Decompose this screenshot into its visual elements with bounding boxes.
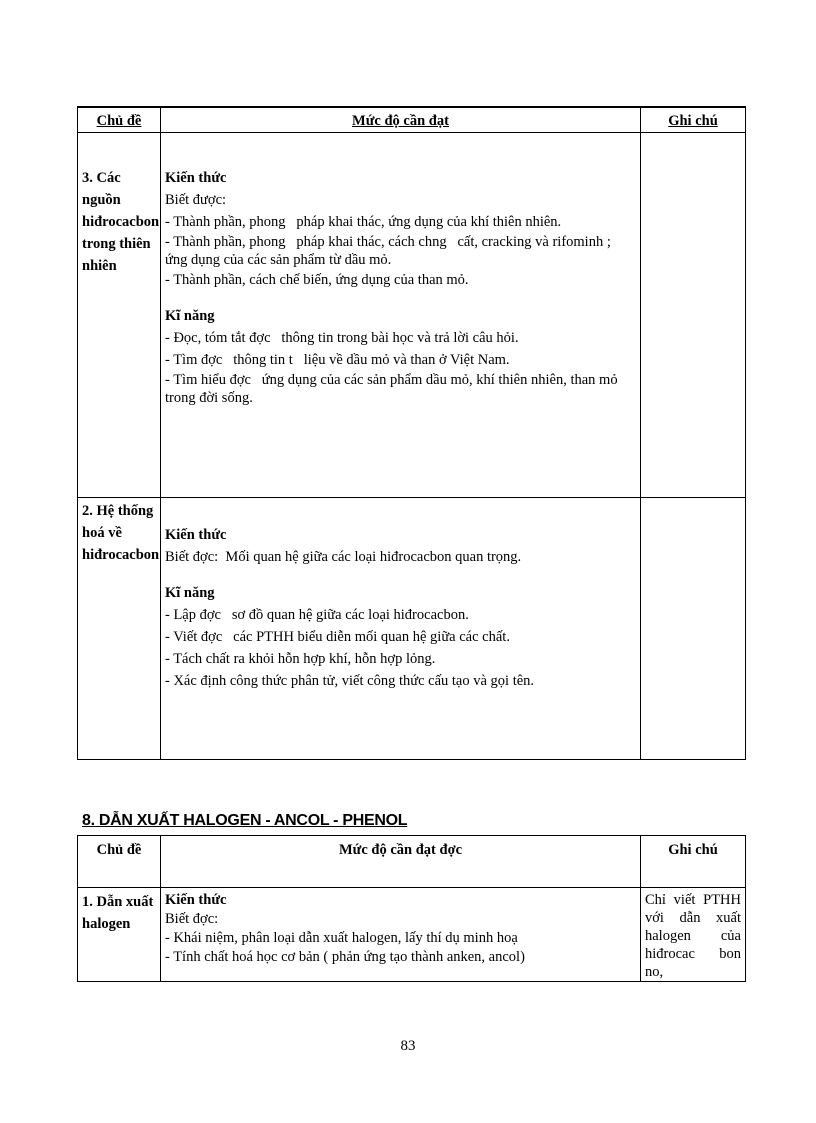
- topic-label: 3. Các nguồn hiđrocacbon trong thiên nhiên: [82, 170, 160, 274]
- column-header-topic: Chủ đề: [78, 107, 161, 133]
- skills-item: - Xác định công thức phân tử, viết công thức cấu tạo và gọi tên.: [165, 673, 535, 689]
- note-line: halogen của: [645, 928, 741, 944]
- knowledge-item: - Khái niệm, phân loại dẫn xuất halogen, lấy thí dụ minh hoạ: [165, 930, 518, 946]
- skills-heading: Kĩ năng: [165, 585, 215, 601]
- column-header-note: Ghi chú: [641, 836, 746, 888]
- skills-item: - Tìm hiểu đợc ứng dụng của các sản phẩm dầu mỏ, khí thiên nhiên, than mỏ trong đời sống.: [165, 372, 622, 406]
- skills-item: - Viết đợc các PTHH biểu diễn mối quan hệ giữa các chất.: [165, 629, 510, 645]
- knowledge-item: - Thành phần, cách chế biến, ứng dụng của than mỏ.: [165, 272, 469, 288]
- knowledge-intro: Biết đợc: Mối quan hệ giữa các loại hiđrocacbon quan trọng.: [165, 549, 522, 565]
- column-header-level: Mức độ cần đạt đợc: [161, 836, 641, 888]
- topic-label: 2. Hệ thống hoá về hiđrocacbon: [82, 503, 160, 563]
- note-cell: [641, 498, 746, 760]
- knowledge-heading: Kiến thức: [165, 170, 227, 186]
- column-header-level: Mức độ cần đạt: [161, 107, 641, 133]
- knowledge-heading: Kiến thức: [165, 527, 227, 543]
- topic-cell: [78, 498, 161, 760]
- skills-heading: Kĩ năng: [165, 308, 215, 324]
- table-row: [78, 498, 746, 760]
- note-cell: [641, 888, 746, 982]
- curriculum-table-hydrocarbons: [77, 106, 746, 760]
- knowledge-item: - Thành phần, phong pháp khai thác, ứng dụng của khí thiên nhiên.: [165, 214, 562, 230]
- note-cell: [641, 133, 746, 498]
- column-header-topic: Chủ đề: [78, 836, 161, 888]
- skills-item: - Tách chất ra khỏi hỗn hợp khí, hỗn hợp lỏng.: [165, 651, 436, 667]
- level-cell: [161, 888, 641, 982]
- topic-cell: [78, 133, 161, 498]
- skills-item: - Tìm đợc thông tin t liệu về dầu mỏ và than ở Việt Nam.: [165, 352, 510, 368]
- note-line: Chỉ viết PTHH: [645, 892, 741, 908]
- skills-item: - Đọc, tóm tắt đợc thông tin trong bài học và trả lời câu hỏi.: [165, 330, 519, 346]
- curriculum-table-halogen: [77, 835, 746, 982]
- table-header-row: [78, 107, 746, 133]
- note-line: với dẫn xuất: [645, 910, 741, 926]
- topic-label: 1. Dẫn xuất halogen: [82, 894, 154, 932]
- column-header-note: Ghi chú: [641, 107, 746, 133]
- topic-cell: [78, 888, 161, 982]
- note-line: hiđrocac bon no,: [645, 946, 741, 980]
- skills-item: - Lập đợc sơ đồ quan hệ giữa các loại hiđrocacbon.: [165, 607, 469, 623]
- knowledge-item: - Tính chất hoá học cơ bản ( phản ứng tạo thành anken, ancol): [165, 949, 525, 965]
- level-cell: [161, 133, 641, 498]
- knowledge-intro: Biết đợc:: [165, 911, 219, 927]
- section-title: 8. DẪN XUẤT HALOGEN - ANCOL - PHENOL: [82, 812, 408, 829]
- page-number: 83: [400, 1038, 416, 1054]
- table-row: [78, 133, 746, 498]
- knowledge-heading: Kiến thức: [165, 892, 227, 908]
- knowledge-item: - Thành phần, phong pháp khai thác, cách chng cất, cracking và rifominh ; ứng dụng của các sản phẩm từ dầu mỏ.: [165, 234, 615, 268]
- table-row: [78, 888, 746, 982]
- level-cell: [161, 498, 641, 760]
- table-header-row: [78, 836, 746, 888]
- knowledge-intro: Biết được:: [165, 192, 227, 208]
